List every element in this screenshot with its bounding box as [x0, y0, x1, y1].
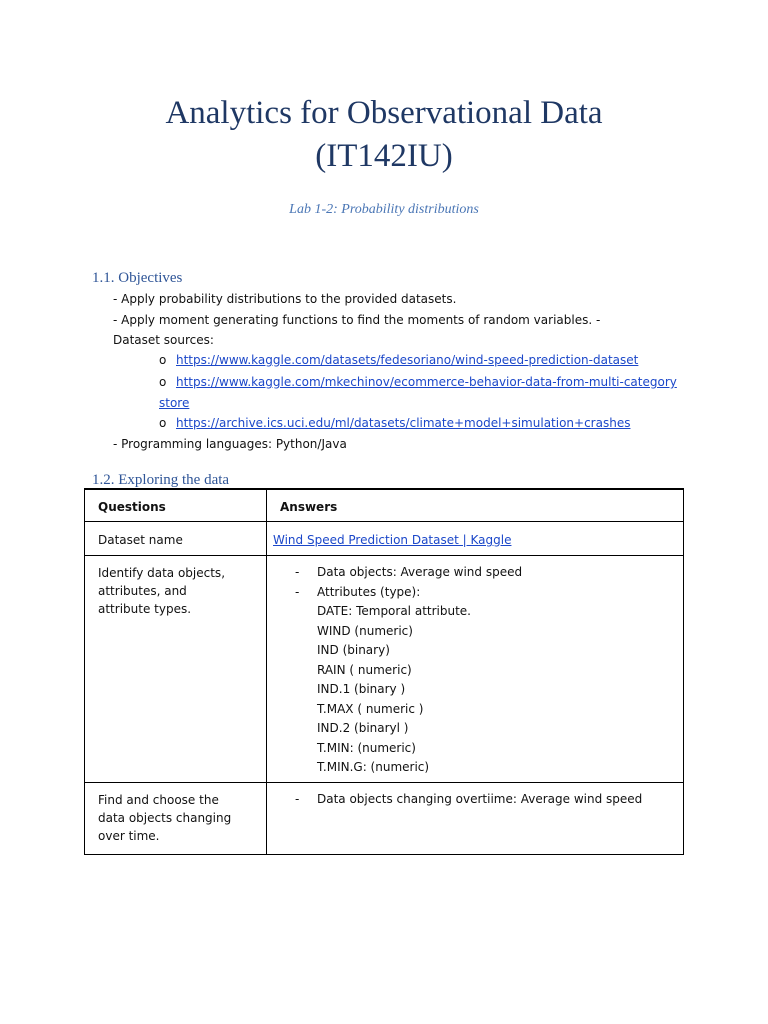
- question-text: Identify data objects,: [98, 566, 226, 580]
- dataset-link-climate[interactable]: https://archive.ics.uci.edu/ml/datasets/climate+model+simulation+crashes: [176, 416, 631, 430]
- dataset-link-ecommerce[interactable]: https://www.kaggle.com/mkechinov/ecommerce-behavior-data-from-multi-category: [176, 375, 677, 389]
- objectives-heading: 1.1. Objectives: [92, 270, 183, 286]
- table-row: [85, 522, 684, 556]
- list-item: - Attributes (type):: [267, 583, 683, 603]
- list-item: T.MIN: (numeric): [317, 740, 416, 755]
- list-item: - Data objects: Average wind speed: [267, 563, 683, 583]
- dataset-link-ecommerce-continued[interactable]: store: [159, 396, 190, 410]
- document-title-line-1: Analytics for Observational Data: [165, 95, 603, 131]
- list-item: T.MIN.G: (numeric): [317, 760, 430, 774]
- list-item: T.MAX ( numeric ): [317, 701, 424, 716]
- question-cell: [85, 556, 267, 783]
- question-text: data objects changing: [98, 811, 232, 825]
- list-item: IND.2 (binaryl ): [317, 721, 409, 735]
- list-item: IND (binary): [317, 643, 390, 657]
- table-row: [85, 783, 684, 855]
- list-item: IND.1 (binary ): [317, 682, 406, 696]
- document-title-line-2: (IT142IU): [315, 138, 453, 174]
- answer-cell: [267, 783, 684, 855]
- dataset-link-wind-speed[interactable]: https://www.kaggle.com/datasets/fedesoriano/wind-speed-prediction-dataset: [176, 353, 639, 367]
- header-answers: Answers: [267, 489, 684, 522]
- exploring-table: [84, 488, 684, 855]
- table-header-row: [85, 489, 684, 522]
- answer-cell: [267, 556, 684, 783]
- header-questions: Questions: [85, 489, 267, 522]
- list-item: RAIN ( numeric): [317, 662, 412, 677]
- bullet-icon: o: [159, 353, 167, 367]
- bullet-icon: o: [159, 375, 167, 389]
- answer-cell: [267, 522, 684, 556]
- question-text: over time.: [98, 829, 160, 843]
- exploring-heading: 1.2. Exploring the data: [92, 472, 230, 488]
- answer-list: [267, 563, 683, 778]
- table-row: [85, 556, 684, 783]
- objective-line-2: - Apply moment generating functions to find the moments of random variables. -: [113, 313, 601, 327]
- list-item: DATE: Temporal attribute.: [317, 604, 471, 618]
- question-text: attributes, and: [98, 584, 187, 598]
- question-cell: Dataset name: [85, 522, 267, 556]
- question-cell: [85, 783, 267, 855]
- question-text: attribute types.: [98, 602, 192, 616]
- objective-line-1: - Apply probability distributions to the provided datasets.: [113, 292, 457, 306]
- objective-line-languages: - Programming languages: Python/Java: [113, 437, 347, 451]
- bullet-icon: o: [159, 416, 167, 430]
- document-subtitle: Lab 1-2: Probability distributions: [289, 202, 479, 217]
- list-item: WIND (numeric): [317, 623, 413, 638]
- question-text: Find and choose the: [98, 793, 219, 807]
- dataset-sources-label: Dataset sources:: [113, 333, 214, 347]
- list-item: - Data objects changing overtiime: Average wind speed: [267, 790, 683, 810]
- answer-list: [267, 790, 683, 810]
- kaggle-dataset-link[interactable]: Wind Speed Prediction Dataset | Kaggle: [273, 533, 512, 547]
